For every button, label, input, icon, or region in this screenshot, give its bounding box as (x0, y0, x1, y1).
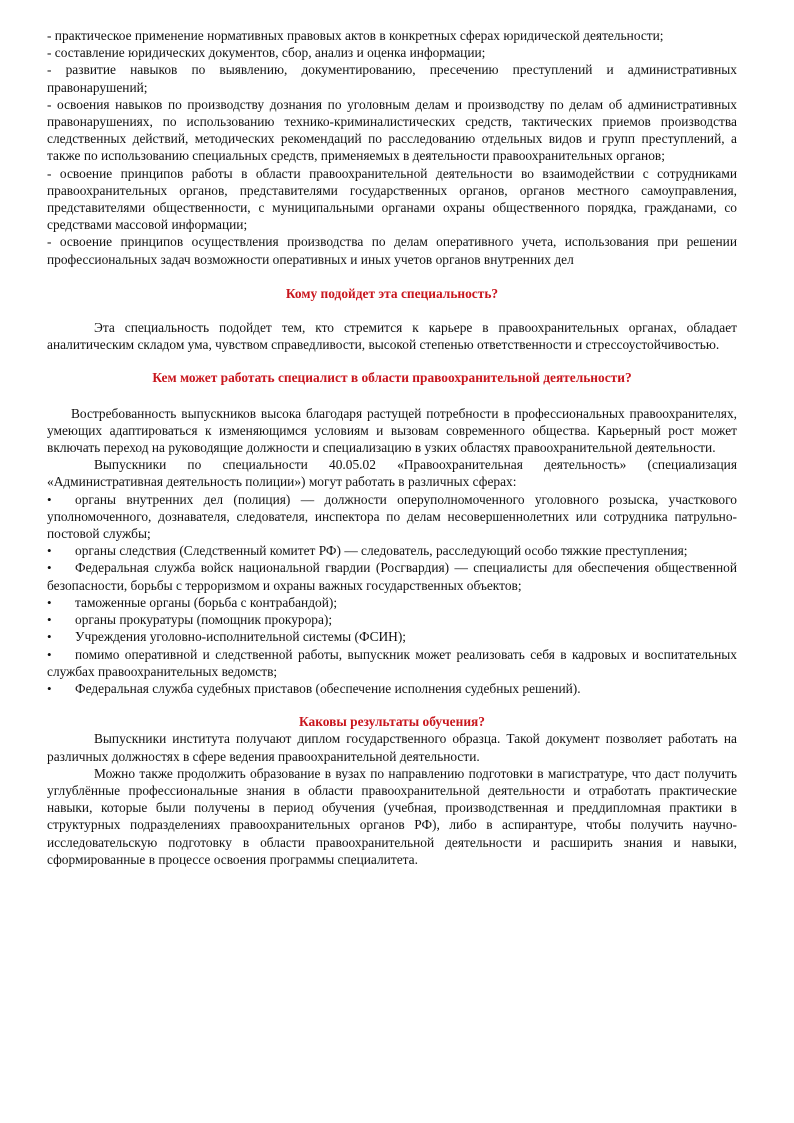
bullet-text: органы следствия (Следственный комитет РФ) — следователь, расследующий особо тяжкие преступления; (75, 543, 688, 559)
bullet-text: органы внутренних дел (полиция) — должности оперуполномоченного уголовного розыска, участкового уполномоченного, дознавателя, следователя, инспектора по делам несовершеннолетних или сотрудника патрульно-постовой службы; (47, 491, 737, 542)
career-bullet-item (47, 491, 737, 543)
career-bullet-item (47, 680, 737, 697)
skills-list-item: - освоение принципов работы в области правоохранительной деятельности во взаимодействии с сотрудниками правоохранительных органов, представителями государственных органов, органов местного самоуправления, представителями общественности, с муниципальными органами охраны общественного порядка, гражданами, со средствами массовой информации; (47, 165, 737, 233)
skills-list (47, 27, 737, 268)
career-bullet-item (47, 646, 737, 680)
bullet-text: таможенные органы (борьба с контрабандой); (75, 594, 338, 610)
who-suits-paragraph: Эта специальность подойдет тем, кто стремится к карьере в правоохранительных органах, обладает аналитическим складом ума, чувством справедливости, высокой степенью ответственности и стрессоустойчивостью. (47, 320, 737, 353)
bullet-text: Учреждения уголовно-исполнительной системы (ФСИН); (75, 629, 407, 645)
skills-list-item: - освоения навыков по производству дознания по уголовным делам и производству по делам об административных правонарушениях, по использованию технико-криминалистических средств, тактических приемов производства следственных действий, методических рекомендаций по расследованию отдельных видов и групп преступлений, а также по использованию специальных средств, применяемых в деятельности правоохранительных органов; (47, 96, 737, 164)
section-heading-career: Кем может работать специалист в области правоохранительной деятельности? (152, 370, 632, 386)
bullet-icon (47, 559, 75, 576)
section-heading-results: Каковы результаты обучения? (298, 714, 485, 730)
bullet-icon (47, 611, 75, 628)
results-further-education-paragraph: Можно также продолжить образование в вузах по направлению подготовки в магистратуре, что даст получить углублённые профессиональные знания в области правоохранительной деятельности и отработать практические навыки, которые были получены в период обучения (учебная, производственная и преддипломная практики в структурных подразделениях правоохранительных органов РФ), либо в аспирантуре, чтобы получить научно-исследовательскую подготовку в области правоохранительной деятельности и расширить знания и навыки, сформированные в процессе освоения программы специалитета. (47, 765, 737, 867)
bullet-text: помимо оперативной и следственной работы, выпускник может реализовать себя в кадровых и воспитательных службах правоохранительных ведомств; (47, 646, 737, 679)
bullet-icon (47, 680, 75, 697)
section-heading-who-suits: Кому подойдет эта специальность? (285, 285, 499, 301)
skills-list-item: - составление юридических документов, сбор, анализ и оценка информации; (47, 45, 486, 61)
bullet-icon (47, 594, 75, 611)
skills-list-item: - практическое применение нормативных правовых актов в конкретных сферах юридической деятельности; (47, 28, 664, 43)
bullet-text: органы прокуратуры (помощник прокурора); (75, 612, 333, 628)
skills-list-item: - развитие навыков по выявлению, документированию, пресечению преступлений и административных правонарушений; (47, 62, 737, 95)
career-graduates-paragraph: Выпускники по специальности 40.05.02 «Правоохранительная деятельность» (специализация «Административная деятельность полиции») могут работать в различных сферах: (47, 457, 737, 490)
career-demand-paragraph: Востребованность выпускников высока благодаря растущей потребности в профессиональных правоохранителях, умеющих адаптироваться к изменяющимся условиям и вызовам современного общества. Карьерный рост может включать переход на руководящие должности и специализацию в узких областях правоохранительной деятельности. (47, 405, 737, 456)
career-bullet-item (47, 611, 737, 628)
document-page (47, 27, 737, 868)
career-bullet-item (47, 559, 737, 593)
career-bullet-item (47, 594, 737, 611)
bullet-text: Федеральная служба судебных приставов (обеспечение исполнения судебных решений). (75, 680, 581, 696)
bullet-icon (47, 646, 75, 663)
bullet-icon (47, 542, 75, 559)
results-diploma-paragraph: Выпускники института получают диплом государственного образца. Такой документ позволяет работать на различных должностях в сфере ведения правоохранительной деятельности. (47, 731, 737, 764)
bullet-icon (47, 491, 75, 508)
career-bullet-list (47, 491, 737, 697)
skills-list-item: - освоение принципов осуществления производства по делам оперативного учета, использования при решении профессиональных задач возможности оперативных и иных учетов органов внутренних дел (47, 234, 737, 267)
career-bullet-item (47, 628, 737, 645)
career-bullet-item (47, 542, 737, 559)
bullet-icon (47, 628, 75, 645)
bullet-text: Федеральная служба войск национальной гвардии (Росгвардия) — специалисты для обеспечения общественной безопасности, борьбы с терроризмом и охраны важных государственных объектов; (47, 560, 737, 593)
